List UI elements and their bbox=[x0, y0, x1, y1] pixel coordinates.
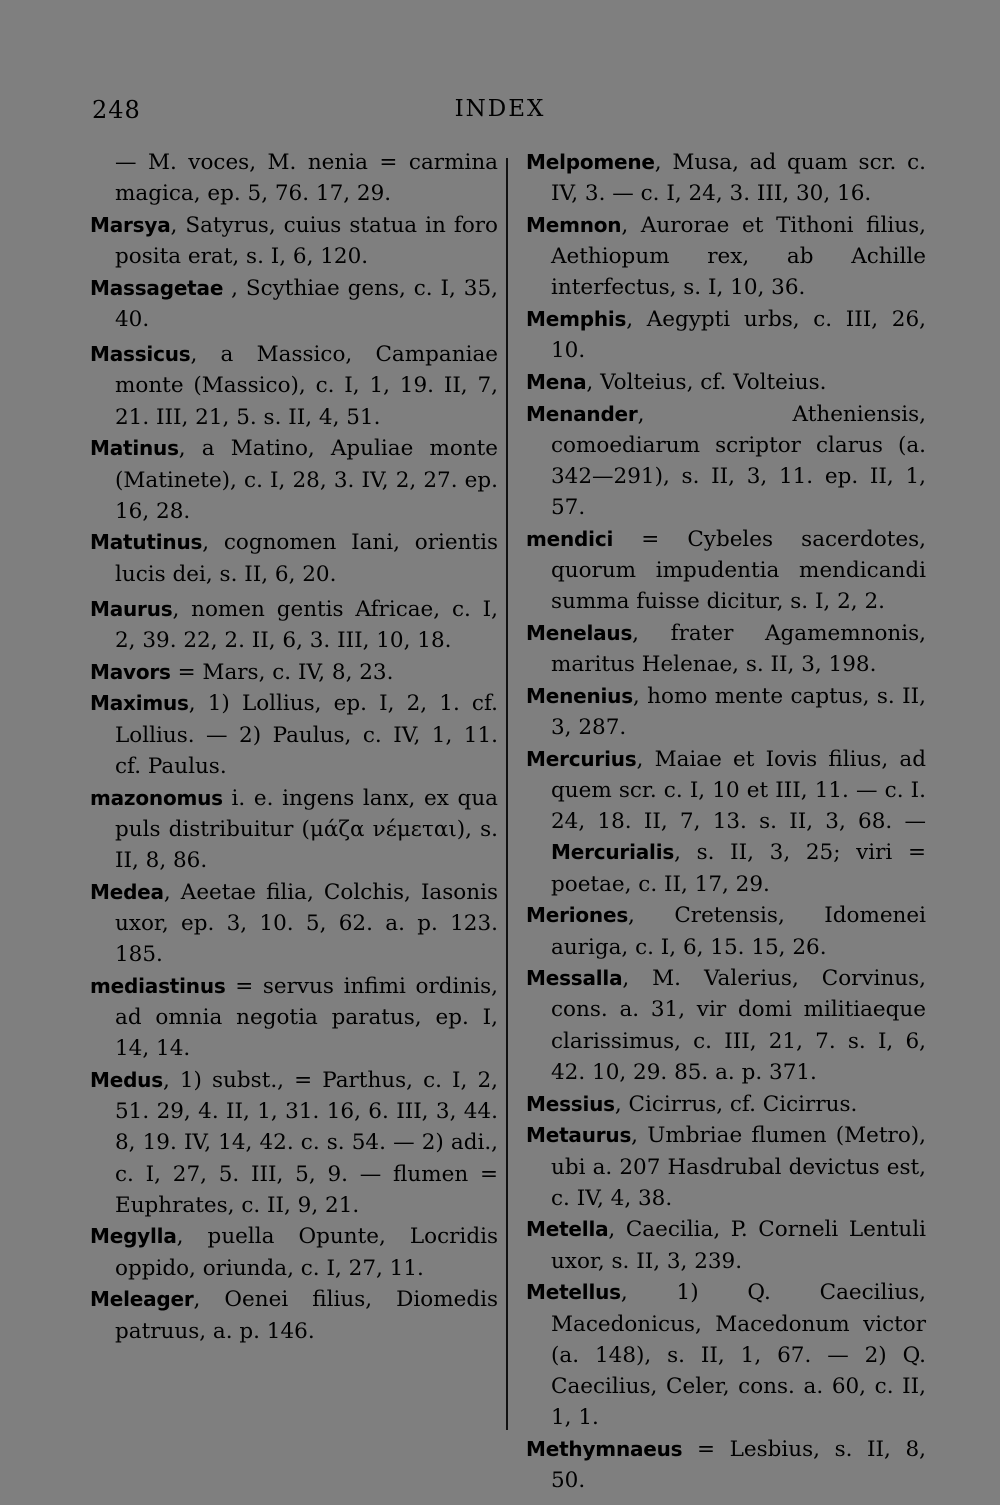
index-entry bbox=[526, 1120, 926, 1214]
entry-headword: Messalla bbox=[526, 966, 623, 991]
entry-text: , Aeetae filia, Colchis, Iasonis uxor, ep. 3, 10. 5, 62. a. p. 123. 185. bbox=[115, 879, 498, 968]
entry-headword: Mavors bbox=[90, 659, 171, 684]
entry-text: , Umbriae flumen (Metro), ubi a. 207 Hasdrubal devictus est, c. IV, 4, 38. bbox=[551, 1123, 926, 1211]
entry-headword: mazonomus bbox=[90, 785, 223, 810]
index-entry bbox=[90, 594, 498, 656]
entry-headword: Metaurus bbox=[526, 1123, 632, 1148]
index-entry bbox=[90, 273, 498, 335]
index-entry bbox=[90, 1221, 498, 1283]
index-entry bbox=[526, 1277, 926, 1433]
index-entry bbox=[526, 681, 926, 743]
entry-headword: mendici bbox=[526, 526, 614, 551]
index-entry bbox=[526, 367, 926, 398]
entry-text: , 1) Lollius, ep. I, 2, 1. cf. Lollius. — 2) Paulus, c. IV, 1, 11. cf. Paulus. bbox=[115, 691, 498, 779]
index-entry bbox=[526, 1089, 926, 1120]
index-entry bbox=[526, 618, 926, 680]
entry-text: = Lesbius, s. II, 8, 50. bbox=[551, 1436, 926, 1494]
running-title: INDEX bbox=[454, 96, 546, 122]
index-entry bbox=[90, 527, 498, 589]
entry-headword: Maurus bbox=[90, 596, 173, 621]
entry-text: i. e. ingens lanx, ex qua puls distribuitur (μάζα νέμεται), s. II, 8, 86. bbox=[115, 785, 498, 873]
right-column bbox=[526, 147, 926, 1497]
entry-headword: Medea bbox=[90, 879, 164, 904]
entry-headword: Menelaus bbox=[526, 621, 633, 646]
entry-headword: Mercurius bbox=[526, 746, 637, 771]
entry-text: , Aurorae et Tithoni filius, Aethiopum rex, ab Achille interfectus, s. I, 10, 36. bbox=[551, 212, 926, 301]
entry-text: , Aegypti urbs, c. III, 26, 10. bbox=[551, 307, 926, 364]
index-entry bbox=[90, 1284, 498, 1346]
entry-text: = servus infimi ordinis, ad omnia negotia paratus, ep. I, 14, 14. bbox=[115, 973, 498, 1062]
entry-text: , Cicirrus, cf. Cicirrus. bbox=[614, 1091, 858, 1117]
entry-text: , Caecilia, P. Corneli Lentuli uxor, s. II, 3, 239. bbox=[551, 1217, 926, 1274]
entry-headword: Matutinus bbox=[90, 530, 203, 555]
running-head bbox=[0, 96, 1000, 132]
entry-headword: Mena bbox=[526, 369, 587, 394]
entry-text: , Cretensis, Idomenei auriga, c. I, 6, 15. 15, 26. bbox=[551, 903, 926, 960]
index-entry bbox=[90, 339, 498, 433]
index-entry bbox=[90, 1065, 498, 1221]
entry-text: , a Matino, Apuliae monte (Matinete), c. I, 28, 3. IV, 2, 27. ep. 16, 28. bbox=[115, 436, 498, 524]
entry-text: , nomen gentis Africae, c. I, 2, 39. 22, 2. II, 6, 3. III, 10, 18. bbox=[115, 596, 498, 654]
entry-text: = Cybeles sacerdotes, quorum impudentia mendicandi summa fuisse dicitur, s. I, 2, 2. bbox=[551, 526, 926, 615]
entry-headword: Menander bbox=[526, 401, 638, 426]
index-entry bbox=[90, 657, 498, 688]
entry-text: , 1) subst., = Parthus, c. I, 2, 51. 29, 4. II, 1, 31. 16, 6. III, 3, 44. 8, 19. IV, 14, 42. c. s. 54. — 2) adi., c. I, 27, 5. III, 5, 9. — flumen = Euphrates, c. II, 9, 21. bbox=[115, 1067, 498, 1218]
column-divider bbox=[506, 158, 508, 1430]
entry-headword: Menenius bbox=[526, 683, 633, 708]
entry-text: , s. II, 3, 25; viri = poetae, c. II, 17, 29. bbox=[551, 840, 926, 897]
entry-headword: Maximus bbox=[90, 691, 189, 716]
entry-text: = Mars, c. IV, 8, 23. bbox=[170, 659, 394, 685]
entry-subheadword: Mercurialis bbox=[551, 840, 675, 865]
page-number: 248 bbox=[92, 96, 141, 124]
entry-text: , frater Agamemnonis, maritus Helenae, s. II, 3, 198. bbox=[551, 621, 926, 678]
index-entry bbox=[90, 433, 498, 527]
entry-headword: Megylla bbox=[90, 1224, 177, 1249]
entry-text: , Atheniensis, comoediarum scriptor clarus (a. 342—291), s. II, 3, 11. ep. II, 1, 57. bbox=[551, 401, 926, 521]
entry-text: , Musa, ad quam scr. c. IV, 3. — c. I, 24, 3. III, 30, 16. bbox=[551, 150, 926, 207]
entry-text: , 1) Q. Caecilius, Macedonicus, Macedonum victor (a. 148), s. II, 1, 67. — 2) Q. Caecilius, Celer, cons. a. 60, c. II, 1, 1. bbox=[551, 1280, 926, 1431]
entry-text: , cognomen Iani, orientis lucis dei, s. II, 6, 20. bbox=[115, 530, 498, 587]
entry-text: , M. Valerius, Corvinus, cons. a. 31, vir domi militiaeque clarissimus, c. III, 21, 7. s. I, 6, 42. 10, 29. 85. a. p. 371. bbox=[551, 966, 926, 1085]
entry-headword: Metellus bbox=[526, 1280, 621, 1305]
entry-headword: Marsya bbox=[90, 212, 171, 237]
index-entry bbox=[526, 963, 926, 1088]
entry-text: , a Massico, Campaniae monte (Massico), c. I, 1, 19. II, 7, 21. III, 21, 5. s. II, 4, 51. bbox=[115, 342, 498, 430]
index-entry bbox=[90, 971, 498, 1065]
index-entry bbox=[526, 1434, 926, 1496]
entry-headword: Memnon bbox=[526, 212, 622, 237]
entry-headword: Messius bbox=[526, 1091, 615, 1116]
entry-headword: Matinus bbox=[90, 436, 179, 461]
entry-headword: Meleager bbox=[90, 1287, 194, 1312]
index-entry bbox=[526, 1214, 926, 1276]
entry-headword: Massicus bbox=[90, 342, 191, 367]
entry-headword: Meriones bbox=[526, 903, 629, 928]
entry-text: , Oenei filius, Diomedis patruus, a. p. 146. bbox=[115, 1287, 498, 1344]
index-entry bbox=[526, 304, 926, 366]
index-entry bbox=[90, 210, 498, 272]
entry-text: , homo mente captus, s. II, 3, 287. bbox=[551, 683, 926, 741]
index-entry bbox=[526, 399, 926, 524]
index-entry bbox=[90, 877, 498, 971]
entry-headword: Medus bbox=[90, 1067, 163, 1092]
entry-headword: Metella bbox=[526, 1217, 609, 1242]
entry-text: , Satyrus, cuius statua in foro posita erat, s. I, 6, 120. bbox=[115, 212, 498, 270]
entry-headword: mediastinus bbox=[90, 973, 226, 998]
index-entry bbox=[526, 524, 926, 618]
entry-text: , Maiae et Iovis filius, ad quem scr. c. I, 10 et III, 11. — c. I. 24, 18. II, 7, 13. s. II, 3, 68. — bbox=[551, 746, 926, 835]
index-entry bbox=[90, 688, 498, 782]
index-entry bbox=[526, 210, 926, 304]
left-column bbox=[90, 147, 498, 1347]
index-entry bbox=[90, 783, 498, 877]
entry-headword: Memphis bbox=[526, 307, 627, 332]
entry-headword: Methymnaeus bbox=[526, 1436, 683, 1461]
entry-headword: Melpomene bbox=[526, 150, 655, 174]
entry-text: , Scythiae gens, c. I, 35, 40. bbox=[115, 275, 498, 333]
index-entry bbox=[90, 147, 498, 209]
entry-text: , Volteius, cf. Volteius. bbox=[586, 369, 827, 395]
index-entry bbox=[526, 147, 926, 209]
entry-text: — M. voces, M. nenia = carmina magica, ep. 5, 76. 17, 29. bbox=[115, 150, 498, 207]
index-entry bbox=[526, 900, 926, 962]
entry-headword: Massagetae bbox=[90, 275, 224, 300]
entry-text: , puella Opunte, Locridis oppido, oriunda, c. I, 27, 11. bbox=[115, 1224, 498, 1281]
index-entry bbox=[526, 744, 926, 900]
